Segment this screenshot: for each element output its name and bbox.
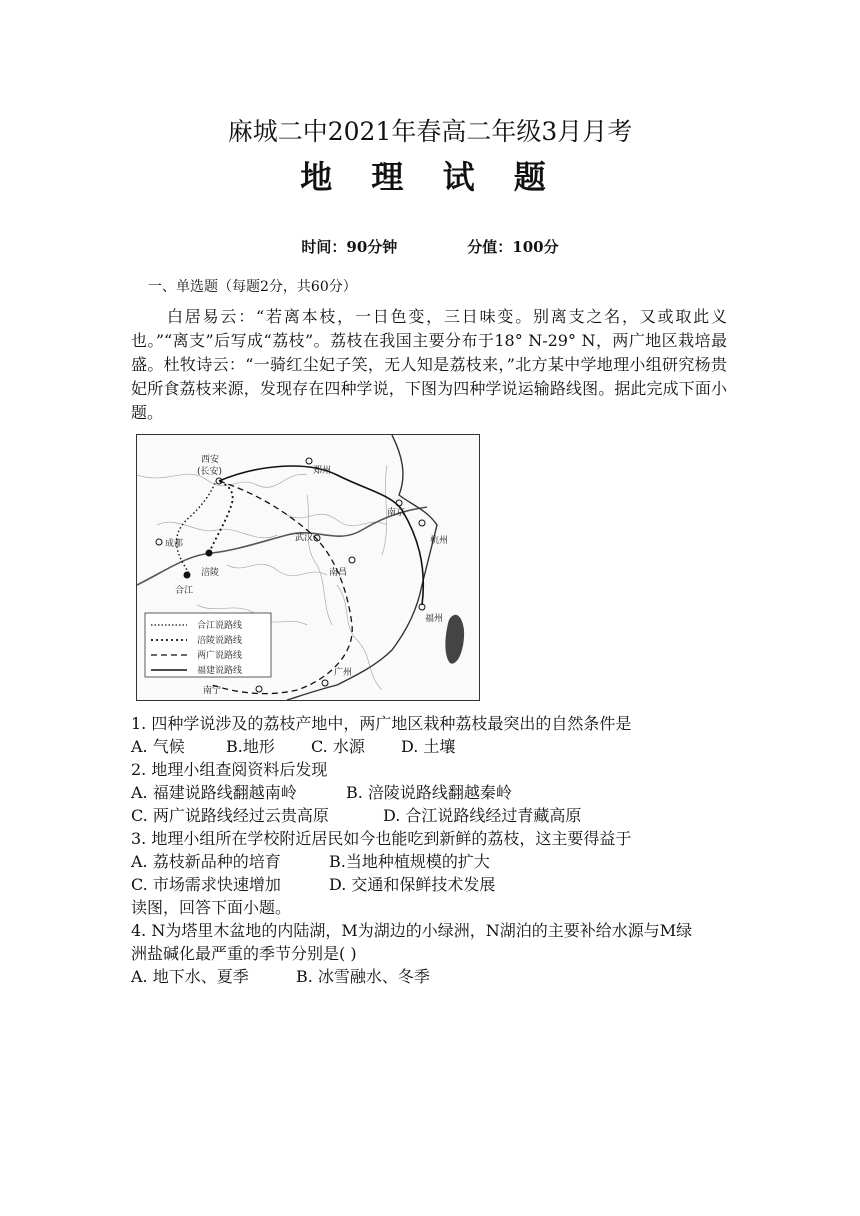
questions bbox=[131, 712, 741, 988]
route-fuling bbox=[209, 481, 233, 553]
lychee-route-map bbox=[136, 434, 480, 701]
time-limit: 时间：90分钟 bbox=[301, 238, 398, 256]
q3-option-c: C. 市场需求快速增加 bbox=[131, 875, 281, 894]
label-changan: (长安) bbox=[197, 467, 223, 477]
label-chengdu: 成都 bbox=[165, 539, 184, 549]
exam-title: 麻城二中2021年春高二年级3月月考 bbox=[227, 117, 633, 146]
legend-fujian: 福建说路线 bbox=[197, 666, 243, 676]
q2-stem: 2. 地理小组查阅资料后发现 bbox=[131, 760, 328, 779]
legend-liangguang: 两广说路线 bbox=[197, 651, 243, 661]
q3-option-a: A. 荔枝新品种的培育 bbox=[131, 852, 281, 871]
legend-fuling: 涪陵说路线 bbox=[197, 636, 243, 646]
subject-title: 地 理 试 题 bbox=[300, 158, 560, 196]
passage: 白居易云：“若离本枝，一日色变，三日味变。别离支之名，又或取此义也。”“离支”后写成“荔枝”。荔枝在我国主要分布于18° N-29° N，两广地区栽培最盛。杜牧诗云：“一骑红尘妃子笑，无人知是荔枝来，”北方某中学地理小组研究杨贵妃所食荔枝来源，发现存在四种学说，下图为四种学说运输路线图。据此完成下面小题。 bbox=[131, 307, 727, 422]
coastline bbox=[287, 435, 437, 700]
label-nanjing: 南京 bbox=[387, 508, 406, 518]
q1-option-a: A. 气候 bbox=[131, 737, 185, 756]
q4-option-a: A. 地下水、夏季 bbox=[131, 967, 249, 986]
label-fuling: 涪陵 bbox=[201, 568, 220, 578]
label-nanning: 南宁 bbox=[203, 686, 222, 696]
q1-stem: 1. 四种学说涉及的荔枝产地中，两广地区栽种荔枝最突出的自然条件是 bbox=[131, 714, 632, 733]
q1-option-c: C. 水源 bbox=[311, 737, 365, 756]
exam-info bbox=[0, 236, 860, 257]
q3-options-row1 bbox=[131, 850, 741, 873]
q2-option-c: C. 两广说路线经过云贵高原 bbox=[131, 806, 329, 825]
label-nanchang: 南昌 bbox=[329, 568, 348, 578]
q2-options-row2 bbox=[131, 804, 741, 827]
label-hangzhou: 杭州 bbox=[430, 536, 449, 546]
q4-stem-line1: 4. N为塔里木盆地的内陆湖，M为湖边的小绿洲，N湖泊的主要补给水源与M绿 bbox=[131, 921, 693, 940]
q4-stem-line2: 洲盐碱化最严重的季节分别是( ) bbox=[131, 944, 357, 963]
q1-options bbox=[131, 735, 741, 758]
map-svg bbox=[137, 435, 479, 700]
total-score: 分值：100分 bbox=[467, 238, 559, 256]
q4-options bbox=[131, 965, 741, 988]
label-zhengzhou: 郑州 bbox=[313, 466, 332, 476]
q2-option-b: B. 涪陵说路线翻越秦岭 bbox=[346, 783, 512, 802]
q2-option-d: D. 合江说路线经过青藏高原 bbox=[383, 806, 582, 825]
label-xian: 西安 bbox=[201, 455, 220, 465]
q4-option-b: B. 冰雪融水、冬季 bbox=[296, 967, 430, 986]
q2-option-a: A. 福建说路线翻越南岭 bbox=[131, 783, 297, 802]
q3-options-row2 bbox=[131, 873, 741, 896]
map-legend bbox=[145, 613, 271, 677]
q3-stem: 3. 地理小组所在学校附近居民如今也能吃到新鲜的荔枝，这主要得益于 bbox=[131, 829, 632, 848]
label-guangzhou: 广州 bbox=[334, 668, 353, 678]
label-fuzhou: 福州 bbox=[425, 614, 444, 624]
q2-options-row1 bbox=[131, 781, 741, 804]
legend-hejiang: 合江说路线 bbox=[197, 621, 243, 631]
q3-option-d: D. 交通和保鲜技术发展 bbox=[329, 875, 496, 894]
q3-option-b: B.当地种植规模的扩大 bbox=[329, 852, 490, 871]
label-hejiang: 合江 bbox=[175, 586, 194, 596]
q1-option-b: B.地形 bbox=[226, 737, 275, 756]
section-heading: 一、单选题（每题2分，共60分） bbox=[148, 279, 357, 295]
label-wuhan: 武汉 bbox=[295, 533, 314, 543]
read-instruction: 读图，回答下面小题。 bbox=[131, 898, 292, 917]
q1-option-d: D. 土壤 bbox=[401, 737, 456, 756]
taiwan-island bbox=[445, 615, 464, 664]
